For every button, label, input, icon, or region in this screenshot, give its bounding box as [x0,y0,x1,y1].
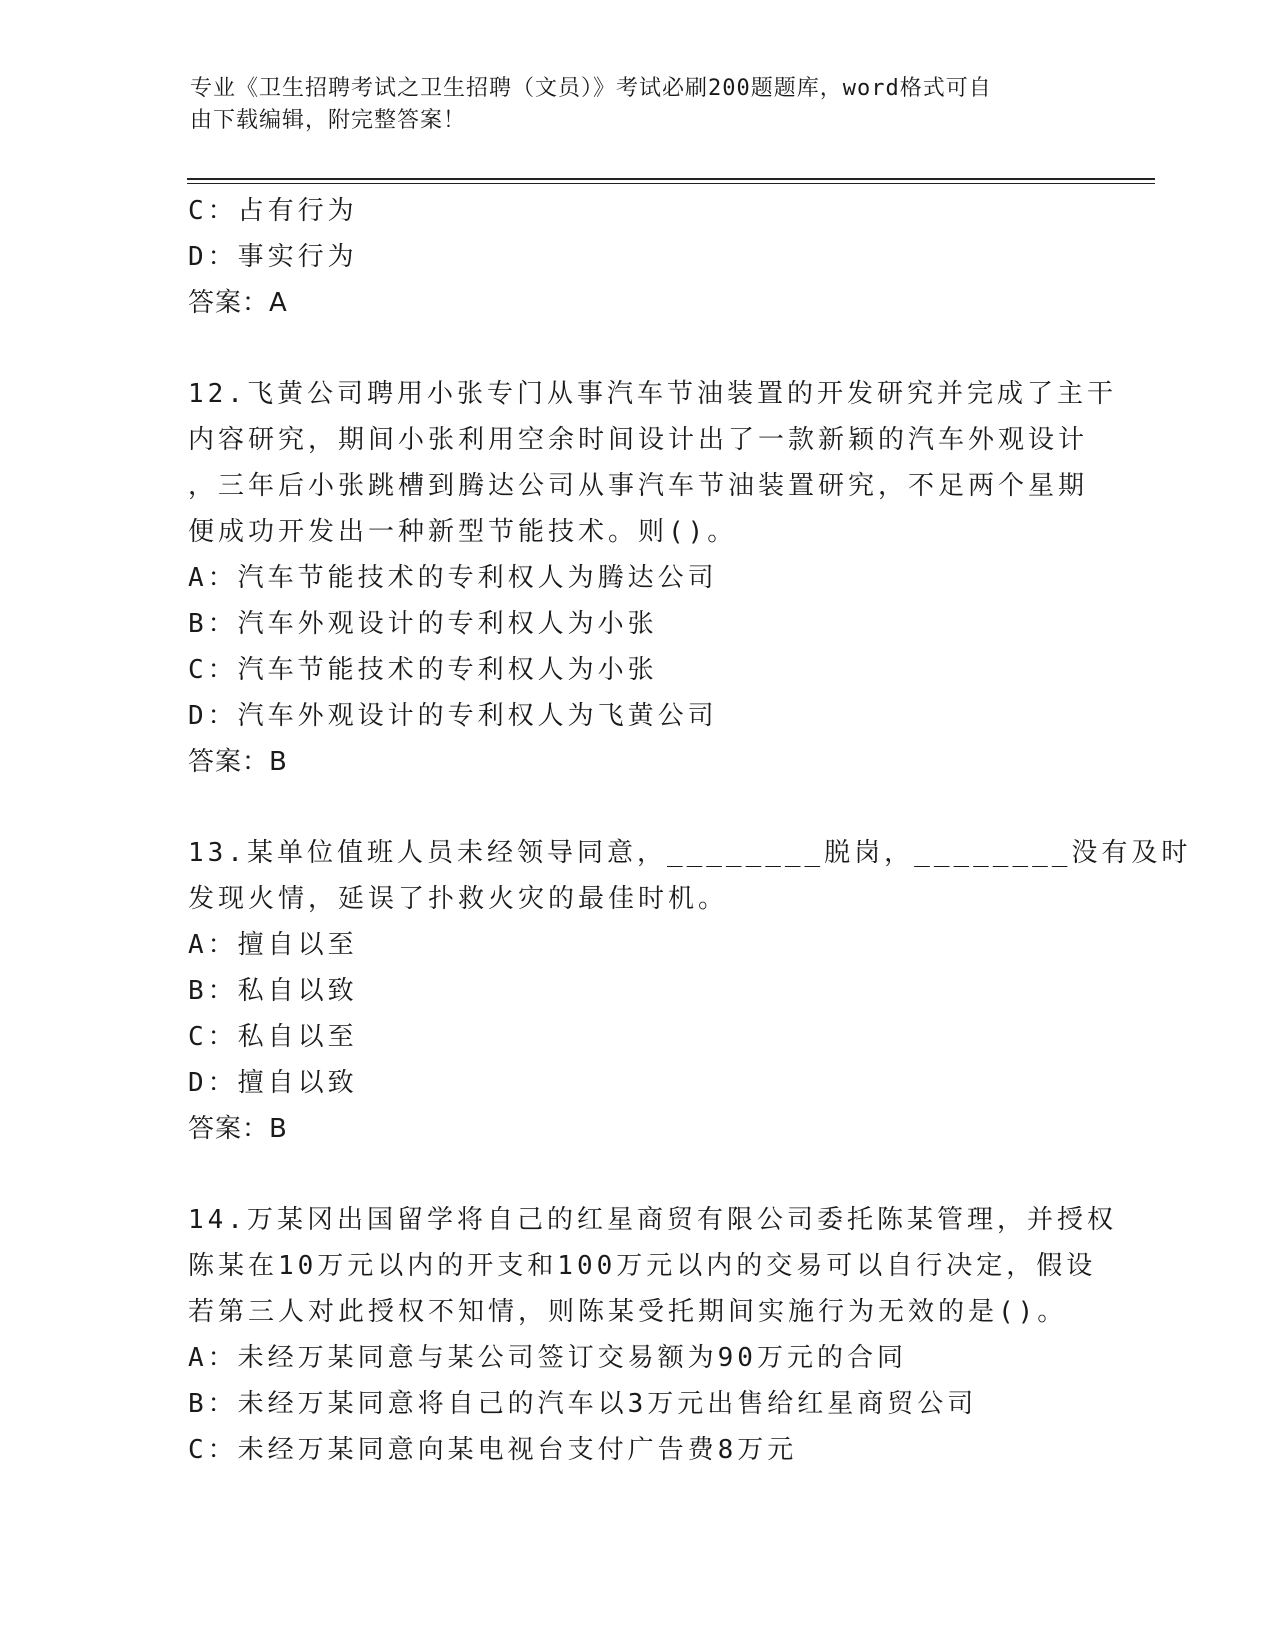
answer-line: 答案：B [188,1114,288,1144]
option-a: A：汽车节能技术的专利权人为腾达公司 [188,563,718,593]
option-c: C：汽车节能技术的专利权人为小张 [188,655,658,685]
document-header [190,73,1070,137]
header-line-2: 由下载编辑，附完整答案！ [190,108,467,133]
answer-line: 答案：B [188,747,288,777]
question-text-line: 14.万某冈出国留学将自己的红星商贸有限公司委托陈某管理，并授权 [188,1205,1117,1235]
header-rule-thin [187,183,1155,184]
question-text-line: 内容研究，期间小张利用空余时间设计出了一款新颖的汽车外观设计 [188,425,1089,455]
question-14 [188,1197,1117,1473]
question-12 [188,371,1117,785]
option-c: C：占有行为 [188,196,358,226]
option-c: C：未经万某同意向某电视台支付广告费8万元 [188,1435,798,1465]
answer-line: 答案：A [188,288,288,318]
spacer [188,1152,1088,1197]
option-d: D：事实行为 [188,242,358,272]
spacer [188,785,1088,830]
option-c: C：私自以至 [188,1022,358,1052]
continued-question [188,188,1088,326]
option-b: B：汽车外观设计的专利权人为小张 [188,609,658,639]
option-d: D：擅自以致 [188,1068,358,1098]
question-text-line: 若第三人对此授权不知情，则陈某受托期间实施行为无效的是()。 [188,1297,1068,1327]
option-b: B：私自以致 [188,976,358,1006]
spacer [188,326,1088,371]
header-line-1: 专业《卫生招聘考试之卫生招聘（文员）》考试必刷200题题库，word格式可自 [190,76,992,101]
option-d: D：汽车外观设计的专利权人为飞黄公司 [188,701,718,731]
question-text-line: 12.飞黄公司聘用小张专门从事汽车节油装置的开发研究并完成了主干 [188,379,1117,409]
question-text-line: 便成功开发出一种新型节能技术。则()。 [188,517,738,547]
option-a: A：擅自以至 [188,930,358,960]
option-a: A：未经万某同意与某公司签订交易额为90万元的合同 [188,1343,907,1373]
question-text-line: 陈某在10万元以内的开支和100万元以内的交易可以自行决定，假设 [188,1251,1097,1281]
question-text-line: 发现火情，延误了扑救火灾的最佳时机。 [188,884,729,914]
header-rule-thick [187,178,1155,180]
question-body [188,188,1192,1473]
option-b: B：未经万某同意将自己的汽车以3万元出售给红星商贸公司 [188,1389,978,1419]
question-13 [188,830,1192,1152]
question-text-line: 13.某单位值班人员未经领导同意，________脱岗，________没有及时 [188,838,1192,868]
question-text-line: ，三年后小张跳槽到腾达公司从事汽车节油装置研究，不足两个星期 [188,471,1089,501]
